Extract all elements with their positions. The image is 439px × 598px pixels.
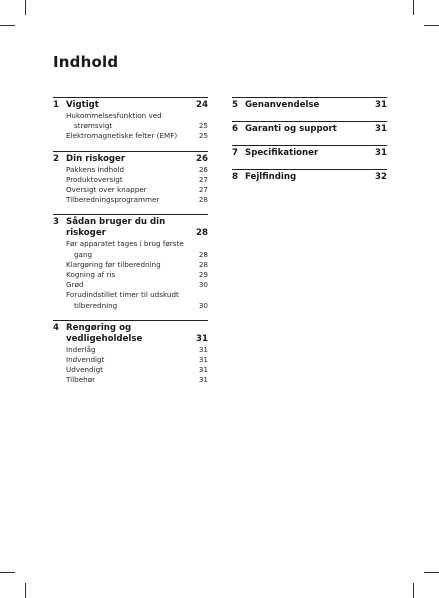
toc-entry[interactable] <box>66 270 208 280</box>
entry-title <box>66 365 195 375</box>
toc-section <box>232 169 387 183</box>
crop-mark-bottom-right-h <box>424 572 439 573</box>
section-title-line: Fejlfinding <box>245 172 297 182</box>
section-title-line: Specifikationer <box>245 148 319 158</box>
toc-section <box>53 97 208 142</box>
toc-entry[interactable] <box>66 111 208 131</box>
toc-section <box>232 121 387 135</box>
entry-page-number: 25 <box>198 131 208 141</box>
section-number: 5 <box>232 100 238 110</box>
section-page-number: 26 <box>196 153 208 164</box>
entry-title <box>66 260 195 270</box>
entry-page-number: 30 <box>198 300 208 310</box>
entry-title <box>66 175 195 185</box>
section-title <box>66 217 192 239</box>
toc-entry[interactable] <box>66 131 208 141</box>
entry-title-line: Elektromagnetiske felter (EMF) <box>66 131 178 141</box>
crop-mark-top-right-v <box>413 0 414 15</box>
crop-mark-top-right-h <box>424 25 439 26</box>
entry-page-number: 29 <box>198 270 208 280</box>
toc-entry[interactable] <box>66 290 208 310</box>
section-title-line: Rengøring og <box>66 322 132 333</box>
crop-mark-bottom-left-h <box>0 572 15 573</box>
section-heading[interactable] <box>232 145 387 159</box>
section-number: 4 <box>53 322 59 333</box>
entry-title <box>66 165 195 175</box>
section-title-line: Sådan bruger du din riskoger <box>66 217 166 239</box>
toc-entry[interactable] <box>66 355 208 365</box>
entry-title-line: gang <box>74 249 93 259</box>
section-heading[interactable] <box>232 121 387 135</box>
entry-page-number: 27 <box>198 174 208 184</box>
entry-page-number: 25 <box>198 121 208 131</box>
entry-title-line: Indvendigt <box>66 355 105 365</box>
toc-entry[interactable] <box>66 280 208 290</box>
section-page-number: 31 <box>375 100 387 110</box>
toc-entry[interactable] <box>66 185 208 195</box>
toc-entry[interactable] <box>66 165 208 175</box>
entry-title-line: Kogning af ris <box>66 270 116 280</box>
toc-entry[interactable] <box>66 375 208 385</box>
entry-title <box>66 195 195 205</box>
entry-title <box>66 185 195 195</box>
toc-section <box>232 145 387 159</box>
toc-section <box>53 320 208 386</box>
entry-title <box>66 290 195 310</box>
entry-title-line: Grød <box>66 280 84 290</box>
section-title <box>245 172 371 183</box>
section-number: 7 <box>232 148 238 158</box>
section-title-line: Din riskoger <box>66 153 126 164</box>
section-page-number: 24 <box>196 100 208 110</box>
section-title <box>66 154 192 165</box>
entry-title <box>66 345 195 355</box>
section-title <box>66 100 192 111</box>
entry-title-line: Forudindstillet timer til udskudt <box>66 290 179 300</box>
entry-title-line: tilberedning <box>74 300 118 310</box>
toc-entry[interactable] <box>66 345 208 355</box>
section-heading[interactable] <box>232 169 387 183</box>
section-title <box>245 148 371 159</box>
section-page-number: 31 <box>375 124 387 134</box>
entry-title <box>66 111 195 131</box>
toc-entry[interactable] <box>66 365 208 375</box>
crop-mark-bottom-left-v <box>25 583 26 598</box>
section-title-line: Vigtigt <box>66 100 99 110</box>
entry-title <box>66 280 195 290</box>
section-number: 6 <box>232 124 238 134</box>
toc-right-column <box>232 97 387 193</box>
toc-left-column <box>53 97 208 395</box>
entry-title <box>66 270 195 280</box>
entry-title <box>66 239 195 259</box>
section-entries <box>66 111 208 142</box>
entry-title-line: Oversigt over knapper <box>66 185 147 195</box>
entry-page-number: 27 <box>198 185 208 195</box>
entry-title-line: Klargøring før tilberedning <box>66 259 161 269</box>
entry-page-number: 28 <box>198 259 208 269</box>
section-heading[interactable] <box>53 97 208 111</box>
section-entries <box>66 165 208 206</box>
toc-section <box>53 151 208 206</box>
entry-page-number: 31 <box>198 375 208 385</box>
entry-title <box>66 131 195 141</box>
page-title: Indhold <box>53 53 119 71</box>
entry-page-number: 26 <box>198 164 208 174</box>
section-entries <box>66 345 208 386</box>
section-title <box>245 100 371 111</box>
toc-entry[interactable] <box>66 195 208 205</box>
crop-mark-bottom-right-v <box>413 583 414 598</box>
section-title <box>245 124 371 135</box>
section-page-number: 28 <box>196 228 208 239</box>
section-heading[interactable] <box>53 151 208 165</box>
section-heading[interactable] <box>53 214 208 239</box>
entry-page-number: 31 <box>198 355 208 365</box>
toc-section <box>53 214 208 310</box>
section-title-line: Garanti og support <box>245 124 337 134</box>
entry-page-number: 30 <box>198 280 208 290</box>
section-heading[interactable] <box>53 320 208 345</box>
section-number: 1 <box>53 100 59 110</box>
entry-page-number: 28 <box>198 195 208 205</box>
entry-title-line: Udvendigt <box>66 365 103 375</box>
section-page-number: 32 <box>375 172 387 182</box>
entry-title-line: strømsvigt <box>74 121 113 131</box>
section-title-line: Genanvendelse <box>245 100 320 110</box>
section-number: 3 <box>53 217 59 228</box>
entry-page-number: 31 <box>198 365 208 375</box>
entry-page-number: 28 <box>198 249 208 259</box>
entry-title-line: Før apparatet tages i brug første <box>66 239 184 249</box>
entry-title <box>66 355 195 365</box>
section-page-number: 31 <box>196 333 208 344</box>
toc-section <box>232 97 387 111</box>
section-heading[interactable] <box>232 97 387 111</box>
section-number: 2 <box>53 153 59 164</box>
section-title <box>66 323 192 345</box>
entry-title-line: Inderlåg <box>66 344 96 354</box>
section-page-number: 31 <box>375 148 387 158</box>
crop-mark-top-left-v <box>25 0 26 15</box>
entry-title-line: Pakkens indhold <box>66 164 125 174</box>
entry-title-line: Hukommelsesfunktion ved <box>66 111 162 120</box>
entry-title-line: Tilbehør <box>66 375 96 385</box>
entry-page-number: 31 <box>198 344 208 354</box>
section-number: 8 <box>232 172 238 182</box>
entry-title-line: Produktoversigt <box>66 174 123 184</box>
entry-title-line: Tilberedningsprogrammer <box>66 195 160 205</box>
section-entries <box>66 239 208 310</box>
toc-entry[interactable] <box>66 239 208 259</box>
section-title-line: vedligeholdelse <box>66 333 143 344</box>
toc-entry[interactable] <box>66 175 208 185</box>
entry-title <box>66 375 195 385</box>
crop-mark-top-left-h <box>0 25 15 26</box>
toc-entry[interactable] <box>66 260 208 270</box>
